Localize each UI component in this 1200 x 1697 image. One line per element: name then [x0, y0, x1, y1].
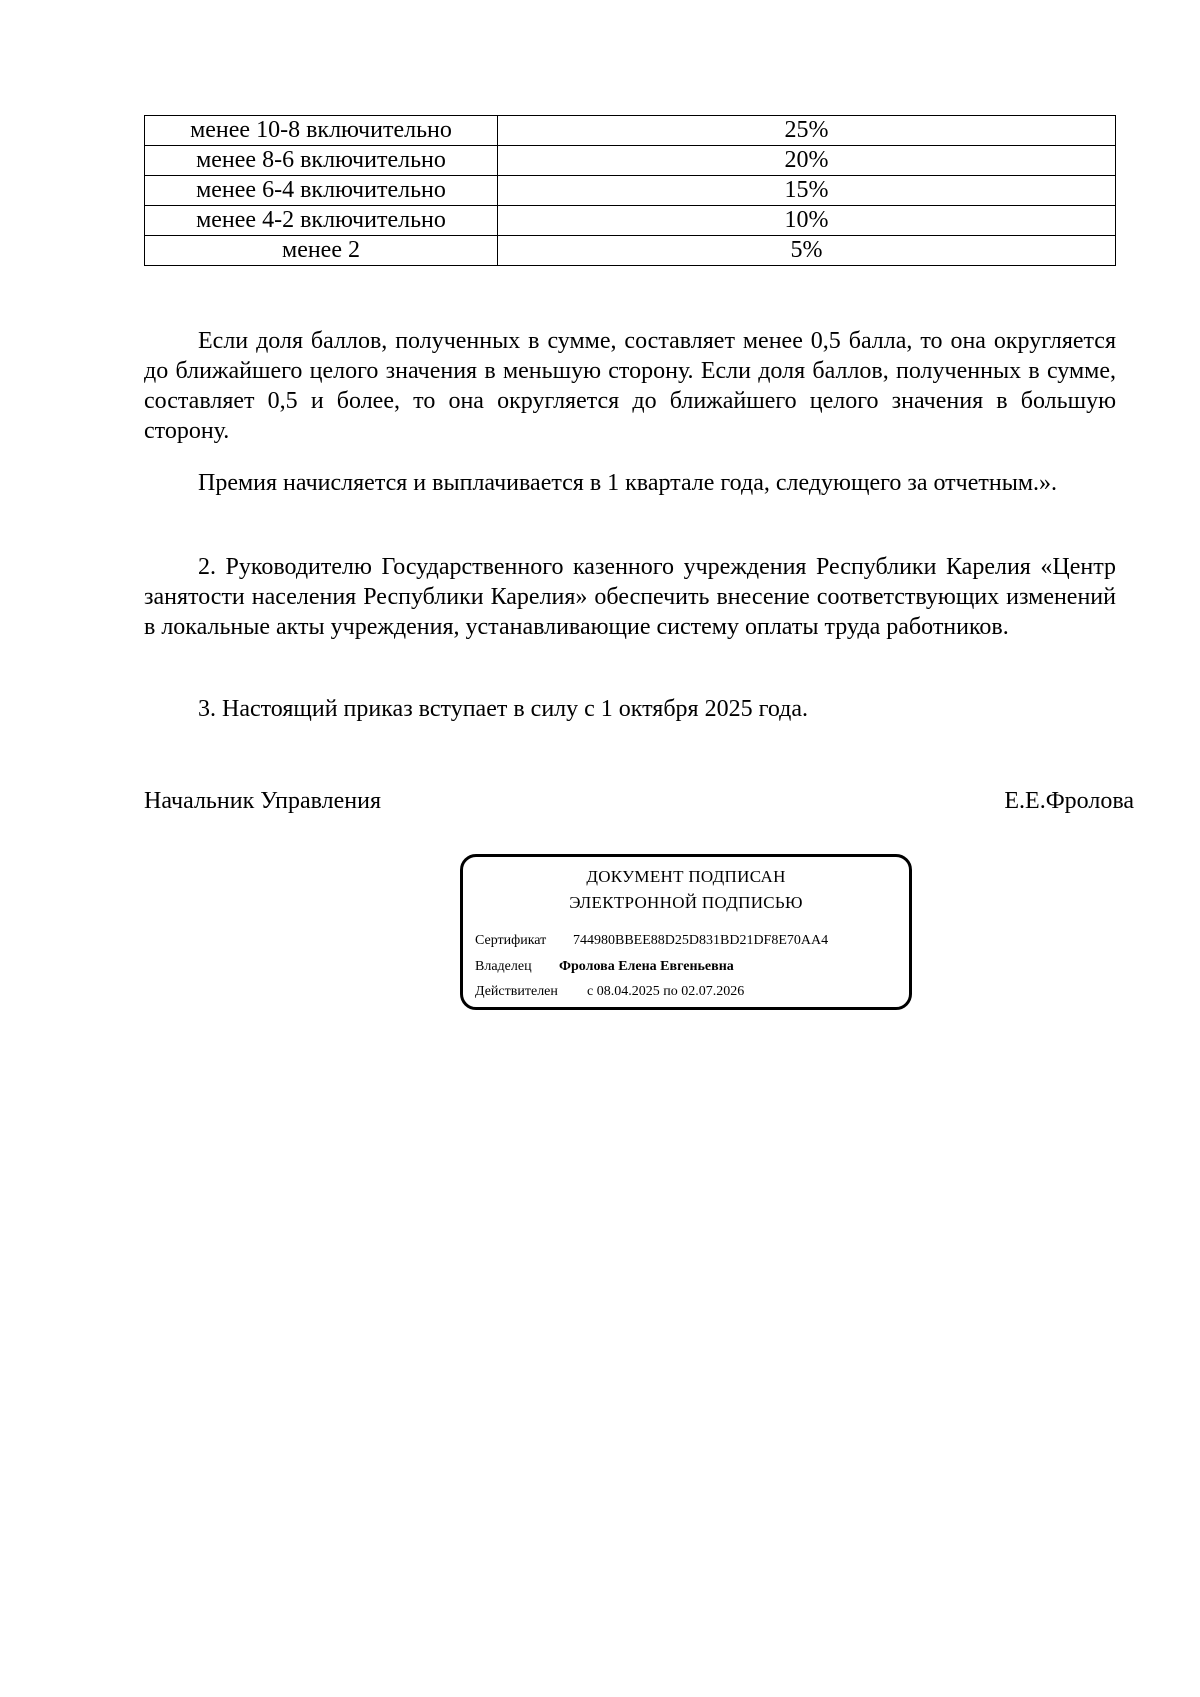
percent-cell: 15% — [498, 176, 1116, 206]
score-range-cell: менее 8-6 включительно — [145, 146, 498, 176]
stamp-title-line1: ДОКУМЕНТ ПОДПИСАН — [586, 867, 786, 886]
signatory-name: Е.Е.Фролова — [1004, 788, 1134, 814]
electronic-signature-stamp — [460, 854, 912, 1010]
score-range-cell: менее 6-4 включительно — [145, 176, 498, 206]
table-row — [145, 236, 1116, 266]
score-range-cell: менее 4-2 включительно — [145, 206, 498, 236]
certificate-label: Сертификат — [475, 933, 547, 948]
table-row — [145, 116, 1116, 146]
percent-cell: 25% — [498, 116, 1116, 146]
item-2-paragraph: 2. Руководителю Государственного казенного учреждения Республики Карелия «Центр занятости населения Республики Карелия» обеспечить внесение соответствующих изменений в локальные акты учреждения, устанавливающие систему оплаты труда работников. — [144, 554, 1116, 640]
signatory-role: Начальник Управления — [144, 788, 381, 814]
table-row — [145, 206, 1116, 236]
valid-label: Действителен — [475, 984, 558, 999]
table-row — [145, 176, 1116, 206]
score-range-cell: менее 10-8 включительно — [145, 116, 498, 146]
score-range-cell: менее 2 — [145, 236, 498, 266]
owner-value: Фролова Елена Евгеньевна — [559, 959, 734, 974]
percent-cell: 10% — [498, 206, 1116, 236]
item-3-paragraph: 3. Настоящий приказ вступает в силу с 1 октября 2025 года. — [198, 696, 809, 722]
valid-value: с 08.04.2025 по 02.07.2026 — [587, 984, 745, 999]
stamp-certificate-row — [475, 933, 828, 949]
bonus-percent-table — [144, 115, 1116, 266]
stamp-owner-row — [475, 959, 734, 975]
table-row — [145, 146, 1116, 176]
owner-label: Владелец — [475, 959, 532, 974]
bonus-payment-paragraph: Премия начисляется и выплачивается в 1 квартале года, следующего за отчетным.». — [198, 470, 1058, 496]
stamp-validity-row — [475, 984, 744, 1000]
stamp-title-line2: ЭЛЕКТРОННОЙ ПОДПИСЬЮ — [569, 893, 803, 912]
rounding-paragraph: Если доля баллов, полученных в сумме, составляет менее 0,5 балла, то она округляется до ближайшего целого значения в меньшую сторону. Если доля баллов, полученных в сумме, составляет 0,5 и более, то она округляется до ближайшего целого значения в большую сторону. — [144, 328, 1116, 444]
certificate-value: 744980BBEE88D25D831BD21DF8E70AA4 — [573, 933, 829, 948]
percent-cell: 5% — [498, 236, 1116, 266]
percent-cell: 20% — [498, 146, 1116, 176]
